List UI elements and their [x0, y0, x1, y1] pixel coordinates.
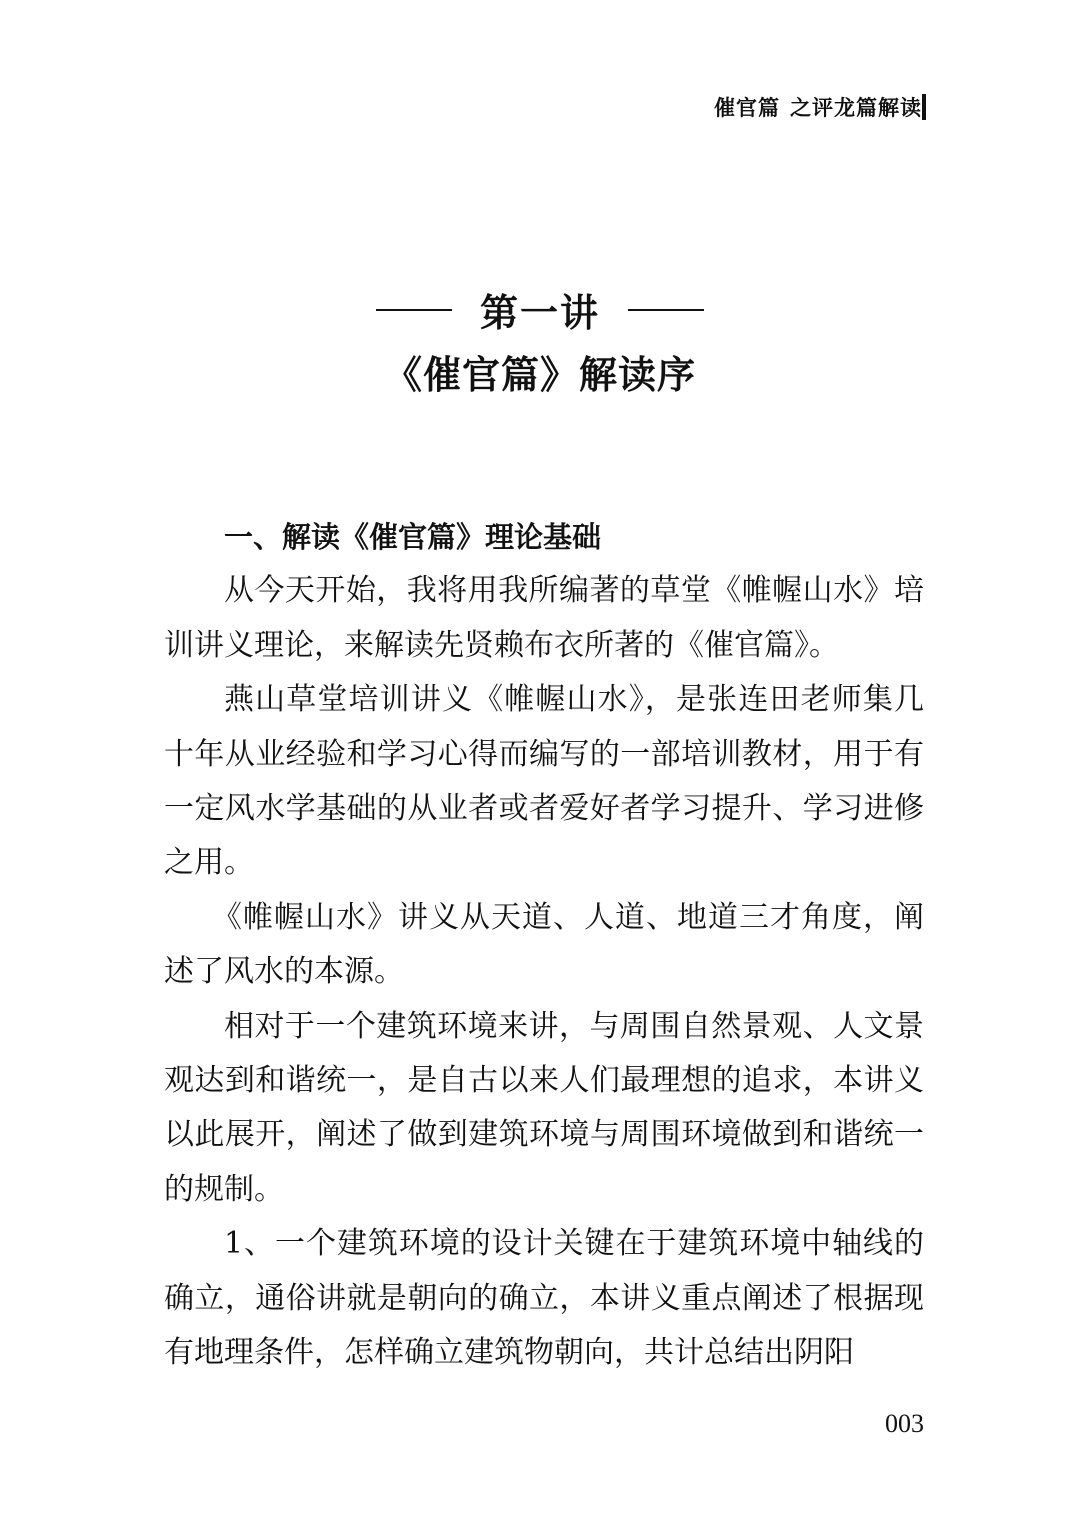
paragraph: 1、一个建筑环境的设计关键在于建筑环境中轴线的确立，通俗讲就是朝向的确立，本讲义重点阐述了根据现有地理条件，怎样确立建筑物朝向，共计总结出阴阳 — [164, 1226, 924, 1371]
paragraph: 从今天开始，我将用我所编著的草堂《帷幄山水》培训讲义理论，来解读先贤赖布衣所著的《催官篇》。 — [164, 573, 924, 663]
chapter-rule-left — [376, 309, 452, 311]
paragraph: 燕山草堂培训讲义《帷幄山水》，是张连田老师集几十年从业经验和学习心得而编写的一部培训教材，用于有一定风水学基础的从业者或者爱好者学习提升、学习进修之用。 — [164, 682, 924, 881]
header-bar-divider — [922, 94, 926, 120]
paragraph: 《帷幄山水》讲义从天道、人道、地道三才角度，阐述了风水的本源。 — [164, 899, 924, 990]
paragraph: 相对于一个建筑环境来讲，与周围自然景观、人文景观达到和谐统一，是自古以来人们最理想的追求，本讲义以此展开，阐述了做到建筑环境与周围环境做到和谐统一的规制。 — [164, 1008, 924, 1207]
running-header-subtitle: 之评龙篇解读 — [790, 96, 922, 120]
body-text — [164, 510, 924, 1381]
running-header-book-title: 催官篇 — [714, 96, 780, 120]
chapter-title: 《催官篇》解读序 — [383, 353, 696, 397]
running-header — [714, 92, 922, 122]
chapter-rule-right — [628, 309, 704, 311]
chapter-heading — [0, 282, 1080, 337]
chapter-number: 第一讲 — [479, 291, 600, 335]
section-heading: 一、解读《催官篇》理论基础 — [224, 520, 602, 554]
page-number: 003 — [885, 1409, 924, 1438]
